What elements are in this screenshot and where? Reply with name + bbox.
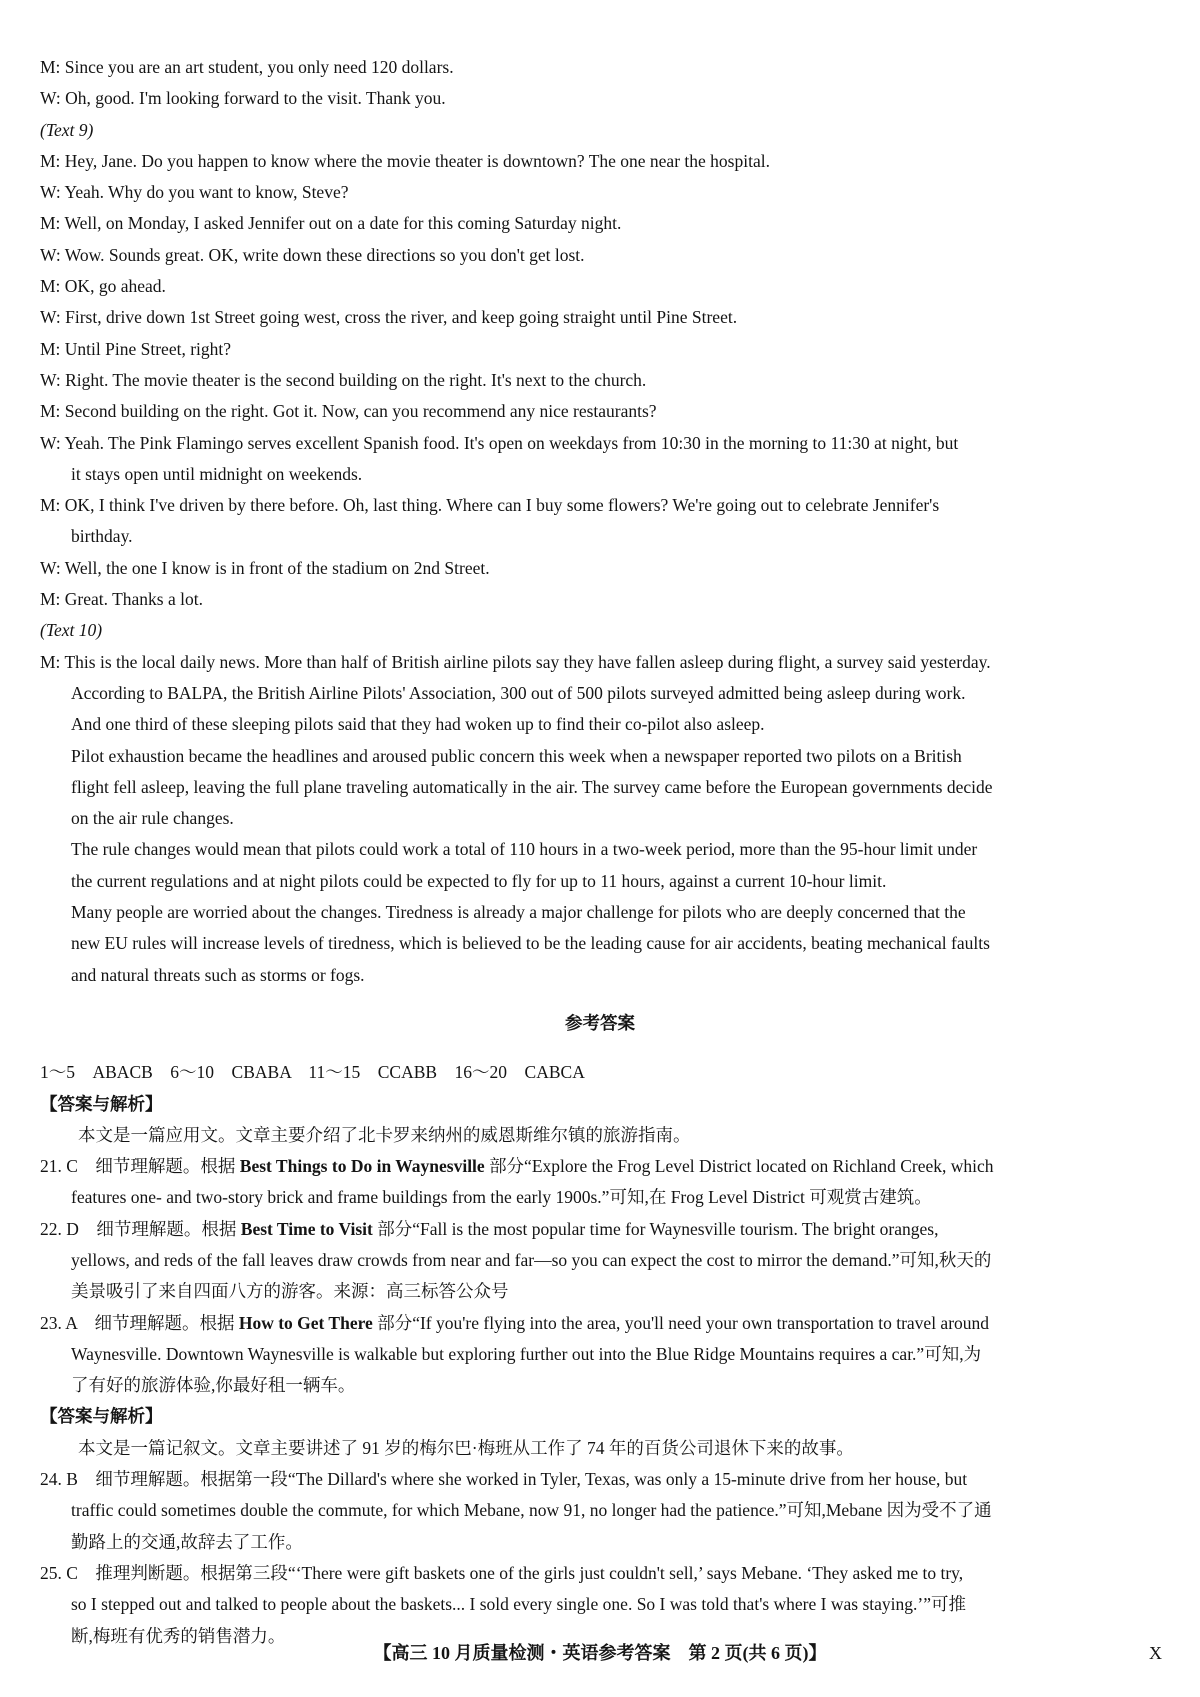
- explanation-25: 25. C 推理判断题。根据第三段“‘There were gift baskets one of the girls just couldn't sell,’ says Mebane. ‘They asked me to try,: [40, 1562, 964, 1583]
- explanation-line: 断,梅班有优秀的销售潜力。: [71, 1625, 286, 1646]
- page-content: [40, 52, 1160, 1652]
- section-reference: Best Time to Visit: [240, 1218, 373, 1239]
- answer-keys: 1～5 ABACB 6～10 CBABA 11～15 CCABB 16～20 CABCA: [40, 1062, 585, 1083]
- page-footer: [0, 1637, 1200, 1669]
- explanation-line: yellows, and reds of the fall leaves draw crowds from near and far—so you can expect the cost to mirror the demand.”可知,秋天的: [71, 1249, 992, 1270]
- news-line: and natural threats such as storms or fogs.: [71, 964, 365, 985]
- explanation-text: 22. D 细节理解题。根据: [40, 1218, 241, 1239]
- news-line: the current regulations and at night pilots could be expected to fly for up to 11 hours, against a current 10-hour limit.: [71, 870, 887, 891]
- section-reference: How to Get There: [238, 1312, 373, 1333]
- transcript-line: W: Wow. Sounds great. OK, write down these directions so you don't get lost.: [40, 244, 585, 265]
- transcript-line: birthday.: [71, 526, 133, 547]
- explanation-line: 了有好的旅游体验,你最好租一辆车。: [71, 1375, 356, 1396]
- explanation-text: 部分“Fall is the most popular time for Waynesville tourism. The bright oranges,: [372, 1218, 939, 1239]
- explanation-line: traffic could sometimes double the commute, for which Mebane, now 91, no longer had the patience.”可知,Mebane 因为受不了通: [71, 1500, 992, 1521]
- explanation-text: 23. A 细节理解题。根据: [40, 1312, 239, 1333]
- transcript-line: M: OK, go ahead.: [40, 276, 166, 297]
- footer-title: 【高三 10 月质量检测・英语参考答案 第 2 页(共 6 页)】: [373, 1643, 827, 1663]
- explanation-24: 24. B 细节理解题。根据第一段“The Dillard's where she worked in Tyler, Texas, was only a 15-minute drive from her house, but: [40, 1469, 968, 1490]
- news-line: The rule changes would mean that pilots could work a total of 110 hours in a two-week period, more than the 95-hour limit under: [71, 839, 978, 860]
- transcript-line: W: Right. The movie theater is the second building on the right. It's next to the church.: [40, 369, 647, 390]
- news-line: Many people are worried about the changes. Tiredness is already a major challenge for pilots who are deeply concerned that the: [71, 902, 966, 923]
- explanation-text: 21. C 细节理解题。根据: [40, 1156, 240, 1177]
- section-header: 【答案与解析】: [40, 1406, 163, 1427]
- explanation-23: [40, 1308, 1160, 1339]
- transcript-line: W: Yeah. Why do you want to know, Steve?: [40, 182, 349, 203]
- answers-title: 参考答案: [565, 1013, 635, 1034]
- transcript-line: it stays open until midnight on weekends.: [71, 463, 363, 484]
- section-header: 【答案与解析】: [40, 1093, 163, 1114]
- explanation-line: 美景吸引了来自四面八方的游客。来源：高三标答公众号: [71, 1281, 509, 1302]
- section-intro: 本文是一篇记叙文。文章主要讲述了 91 岁的梅尔巴·梅班从工作了 74 年的百货公司退休下来的故事。: [78, 1437, 854, 1458]
- text-9-label: (Text 9): [40, 119, 94, 140]
- news-line: on the air rule changes.: [71, 808, 234, 829]
- transcript-line: M: Well, on Monday, I asked Jennifer out on a date for this coming Saturday night.: [40, 213, 622, 234]
- news-line: According to BALPA, the British Airline Pilots' Association, 300 out of 500 pilots surveyed admitted being asleep during work.: [71, 682, 966, 703]
- section-reference: Best Things to Do in Waynesville: [239, 1156, 485, 1177]
- transcript-line: M: Until Pine Street, right?: [40, 338, 232, 359]
- explanation-text: 部分“If you're flying into the area, you'll need your own transportation to travel around: [372, 1312, 990, 1333]
- transcript-line: M: OK, I think I've driven by there before. Oh, last thing. Where can I buy some flowers? We're going out to celebrate Jennifer's: [40, 495, 940, 516]
- explanation-text: 部分“Explore the Frog Level District located on Richland Creek, which: [484, 1156, 994, 1177]
- news-line: M: This is the local daily news. More than half of British airline pilots say they have fallen asleep during flight, a survey said yesterday.: [40, 651, 991, 672]
- news-line: And one third of these sleeping pilots said that they had woken up to find their co-pilot also asleep.: [71, 714, 765, 735]
- transcript-line: W: First, drive down 1st Street going west, cross the river, and keep going straight until Pine Street.: [40, 307, 738, 328]
- explanation-line: Waynesville. Downtown Waynesville is walkable but exploring further out into the Blue Ridge Mountains requires a car.”可知,为: [71, 1343, 982, 1364]
- explanation-line: so I stepped out and talked to people about the baskets... I sold every single one. So I was told that's where I was staying.’”可推: [71, 1594, 966, 1615]
- transcript-line: W: Yeah. The Pink Flamingo serves excellent Spanish food. It's open on weekdays from 10:30 in the morning to 11:30 at night, but: [40, 432, 959, 453]
- news-line: Pilot exhaustion became the headlines and aroused public concern this week when a newspaper reported two pilots on a British: [71, 745, 962, 766]
- footer-mark: X: [1149, 1643, 1162, 1663]
- explanation-22: [40, 1214, 1160, 1245]
- section-intro: 本文是一篇应用文。文章主要介绍了北卡罗来纳州的威恩斯维尔镇的旅游指南。: [78, 1124, 691, 1145]
- transcript-line: W: Well, the one I know is in front of the stadium on 2nd Street.: [40, 557, 490, 578]
- transcript-line: M: Hey, Jane. Do you happen to know where the movie theater is downtown? The one near the hospital.: [40, 150, 770, 171]
- explanation-line: features one- and two-story brick and frame buildings from the early 1900s.”可知,在 Frog Level District 可观赏古建筑。: [71, 1187, 932, 1208]
- explanation-line: 勤路上的交通,故辞去了工作。: [71, 1531, 303, 1552]
- transcript-line: M: Since you are an art student, you only need 120 dollars.: [40, 57, 454, 77]
- transcript-line: M: Great. Thanks a lot.: [40, 589, 203, 610]
- news-line: flight fell asleep, leaving the full plane traveling automatically in the air. The survey came before the European governments decide: [71, 776, 993, 797]
- transcript-line: M: Second building on the right. Got it. Now, can you recommend any nice restaurants?: [40, 401, 657, 422]
- text-10-label: (Text 10): [40, 620, 103, 641]
- explanation-21: [40, 1151, 1160, 1182]
- news-line: new EU rules will increase levels of tiredness, which is believed to be the leading cause for air accidents, beating mechanical faults: [71, 933, 990, 954]
- transcript-line: W: Oh, good. I'm looking forward to the visit. Thank you.: [40, 88, 446, 109]
